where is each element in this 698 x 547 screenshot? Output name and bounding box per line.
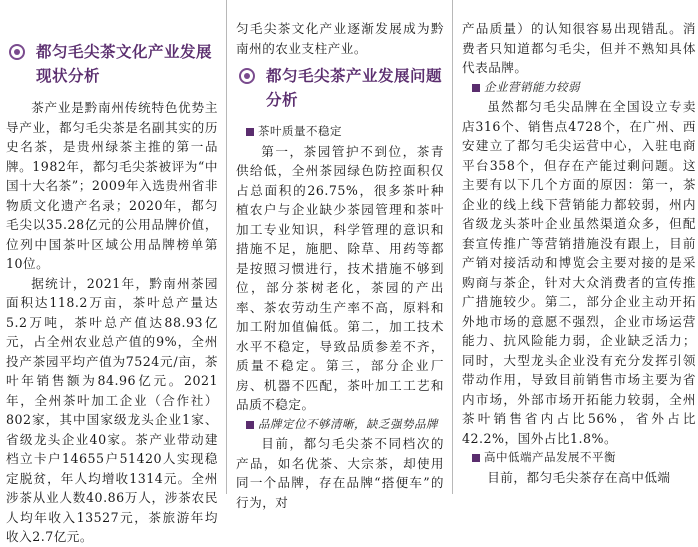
subheading-text: 高中低端产品发展不平衡 [484,450,616,464]
subheading-text: 茶叶质量不稳定 [258,124,342,138]
subheading-quality [236,122,444,142]
paragraph: 据统计，2021年，黔南州茶园面积达118.2万亩，茶叶总产量达5.2万吨，茶叶总产值达88.93亿元，占全州农业总产值的9%，全州投产茶园平均产值为7524元/亩，茶叶年销售额为84.96亿元。2021年，全州茶叶加工企业（合作社）802家，其中国家级龙头企业1家、省级龙头企业40家。茶产业带动建档立卡户14655户51420人实现稳定脱贫，年人均增收1314元。全州涉茶从业人数40.86万人，涉茶农民人均年收入13527元，茶旅游年均收入2.7亿元。 [6,275,218,544]
paragraph: 虽然都匀毛尖品牌在全国设立专卖店316个、销售点4728个，在广州、西安建立了都匀毛尖运营中心，入驻电商平台358个，但存在产能过剩问题。这主要有以下几个方面的原因：第一，茶企业的线上线下营销能力都较弱，州内省级龙头茶叶企业虽然渠道众多，但配套宣传推广等营销措施没有跟上，目前产销对接活动和博览会主要对接的是采购商与茶企，针对大众消费者的宣传推广措施较少。第二，部分企业主动开拓外地市场的意愿不强烈，企业市场运营能力、抗风险能力弱，企业缺乏活力；同时，大型龙头企业没有充分发挥引领带动作用，导致目前销售市场主要为省内市场，外部市场开拓能力较弱，全州茶叶销售省内占比56%，省外占比42.2%，国外占比1.8%。 [462,99,696,446]
heading-text: 都匀毛尖茶产业发展问题分析 [266,67,443,109]
column-2 [236,0,444,510]
paragraph: 目前，都匀毛尖茶不同档次的产品，如名优茶、大宗茶，却使用同一个品牌，存在品牌“搭便车”的行为，对 [236,436,444,510]
section-heading-culture-industry [6,40,218,88]
section-heading-problems [236,64,444,112]
subheading-marketing [462,78,696,98]
circle-bullet-icon [9,44,25,60]
paragraph: 第一，茶园管护不到位，茶青供给低，全州茶园绿色防控面积仅占总面积的26.75%，很多茶叶种植农户与企业缺少茶园管理和茶叶加工专业知识，科学管理的意识和措施不足，施肥、除草、用药等都是按照习惯进行，技术措施不够到位，部分茶树老化，茶园的产出率、茶农劳动生产率不高，原料和加工附加值偏低。第二，加工技术水平不稳定，导致品质参差不齐，质量不稳定。第三，部分企业厂房、机器不匹配，茶叶加工工艺和品质不稳定。 [236,143,444,412]
square-bullet-icon [246,421,254,429]
paragraph: 目前，都匀毛尖茶存在高中低端 [487,469,671,485]
column-divider-1 [226,0,227,494]
subheading-text: 品牌定位不够清晰，缺乏强势品牌 [258,416,438,431]
heading-text: 都匀毛尖茶文化产业发展现状分析 [36,43,213,85]
square-bullet-icon [472,84,480,92]
paragraph-continued: 产品质量）的认知很容易出现错乱。消费者只知道都匀毛尖，但并不熟知具体代表品牌。 [462,21,696,75]
column-3 [462,0,696,494]
paragraph: 茶产业是黔南州传统特色优势主导产业，都匀毛尖茶是名副其实的历史名茶，是贵州绿茶主推的第一品牌。1982年，都匀毛尖茶被评为“中国十大名茶”；2009年入选贵州省非物质文化遗产名录；2020年，都匀毛尖以35.28亿元的公用品牌价值，位列中国茶叶区域公用品牌榜单第10位。 [6,100,218,271]
column-divider-2 [452,0,453,494]
subheading-product-balance [462,448,696,468]
square-bullet-icon [246,128,254,136]
square-bullet-icon [472,454,480,462]
column-1 [6,0,218,544]
subheading-text: 企业营销能力较弱 [484,79,580,94]
circle-bullet-icon [239,68,255,84]
subheading-brand [236,415,444,435]
paragraph-continued: 匀毛尖茶文化产业逐渐发展成为黔南州的农业支柱产业。 [236,21,444,56]
